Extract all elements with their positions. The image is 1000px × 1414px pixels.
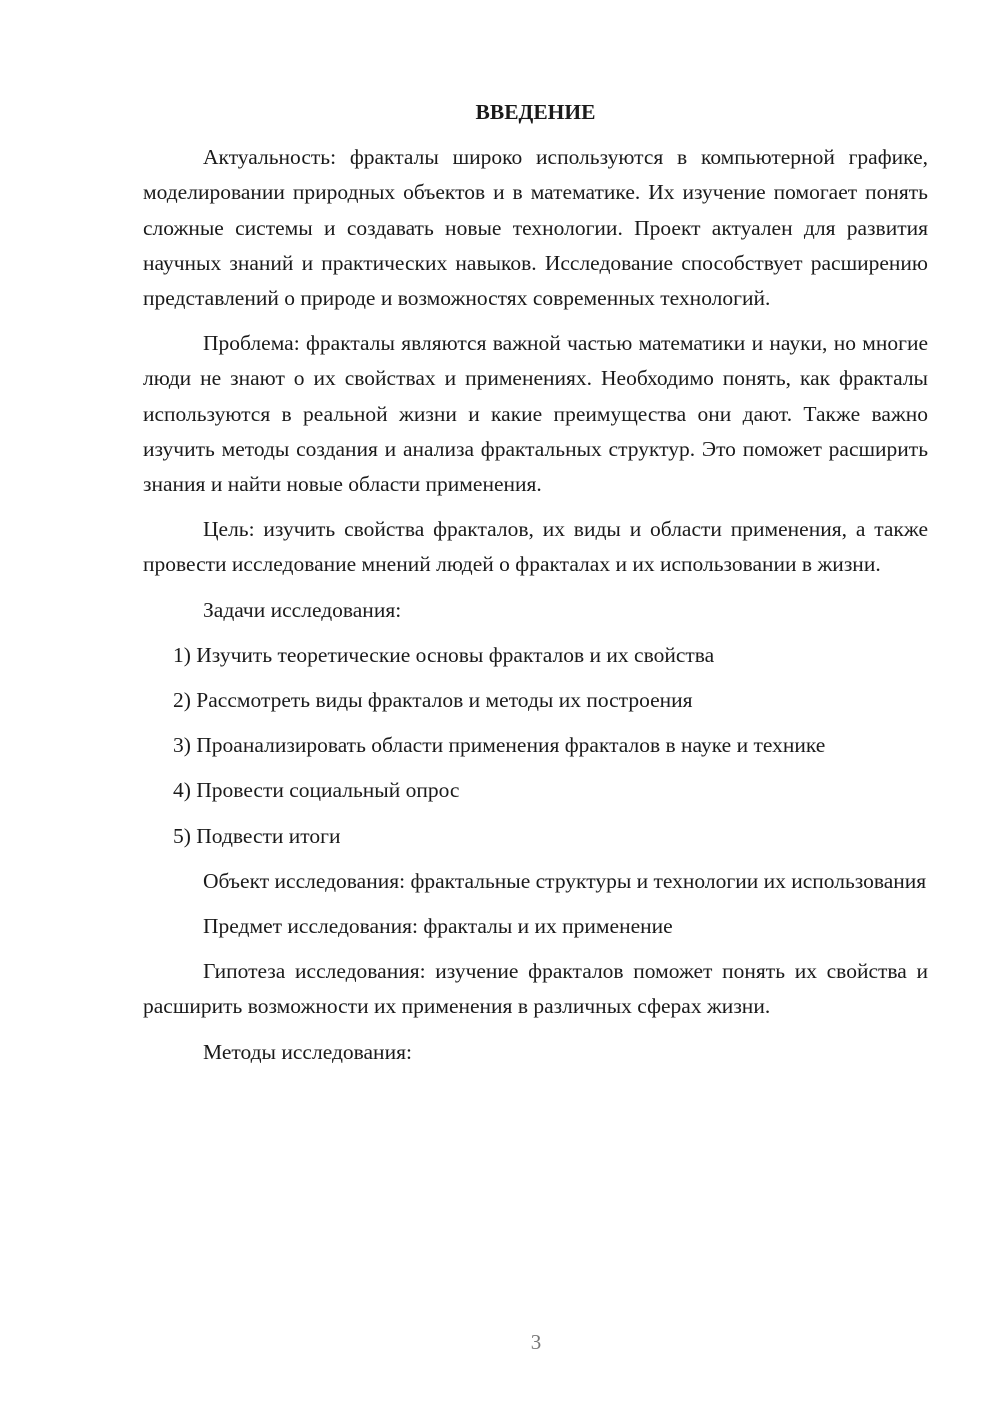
problem-paragraph: Проблема: фракталы являются важной частью математики и науки, но многие люди не знают о их свойствах и применениях. Необходимо понять, как фракталы используются в реальной жизни и какие преимущества они дают. Также важно изучить методы создания и анализа фрактальных структур. Это поможет расширить знания и найти новые области применения.: [143, 331, 928, 497]
relevance-paragraph: Актуальность: фракталы широко используются в компьютерной графике, моделировании природных объектов и в математике. Их изучение помогает понять сложные системы и создавать новые технологии. Проект актуален для развития научных знаний и практических навыков. Исследование способствует расширению представлений о природе и возможностях современных технологий.: [143, 145, 928, 311]
section-title: ВВЕДЕНИЕ: [475, 100, 596, 124]
methods-heading: Методы исследования:: [203, 1039, 412, 1064]
task-item-4: 4) Провести социальный опрос: [173, 778, 460, 803]
task-item-5: 5) Подвести итоги: [173, 823, 341, 848]
task-item-1: 1) Изучить теоретические основы фракталов и их свойства: [173, 642, 715, 667]
page-content: [143, 95, 928, 1080]
hypothesis-paragraph: Гипотеза исследования: изучение фракталов поможет понять их свойства и расширить возможности их применения в различных сферах жизни.: [143, 959, 928, 1019]
page-number: 3: [530, 1330, 542, 1354]
task-item-2: 2) Рассмотреть виды фракталов и методы их построения: [173, 688, 693, 713]
task-item-3: 3) Проанализировать области применения фракталов в науке и технике: [173, 733, 826, 758]
tasks-heading: Задачи исследования:: [203, 597, 402, 622]
object-paragraph: Объект исследования: фрактальные структуры и технологии их использования: [203, 868, 927, 893]
subject-paragraph: Предмет исследования: фракталы и их применение: [203, 914, 673, 939]
goal-paragraph: Цель: изучить свойства фракталов, их виды и области применения, а также провести исследование мнений людей о фракталах и их использовании в жизни.: [143, 517, 928, 577]
